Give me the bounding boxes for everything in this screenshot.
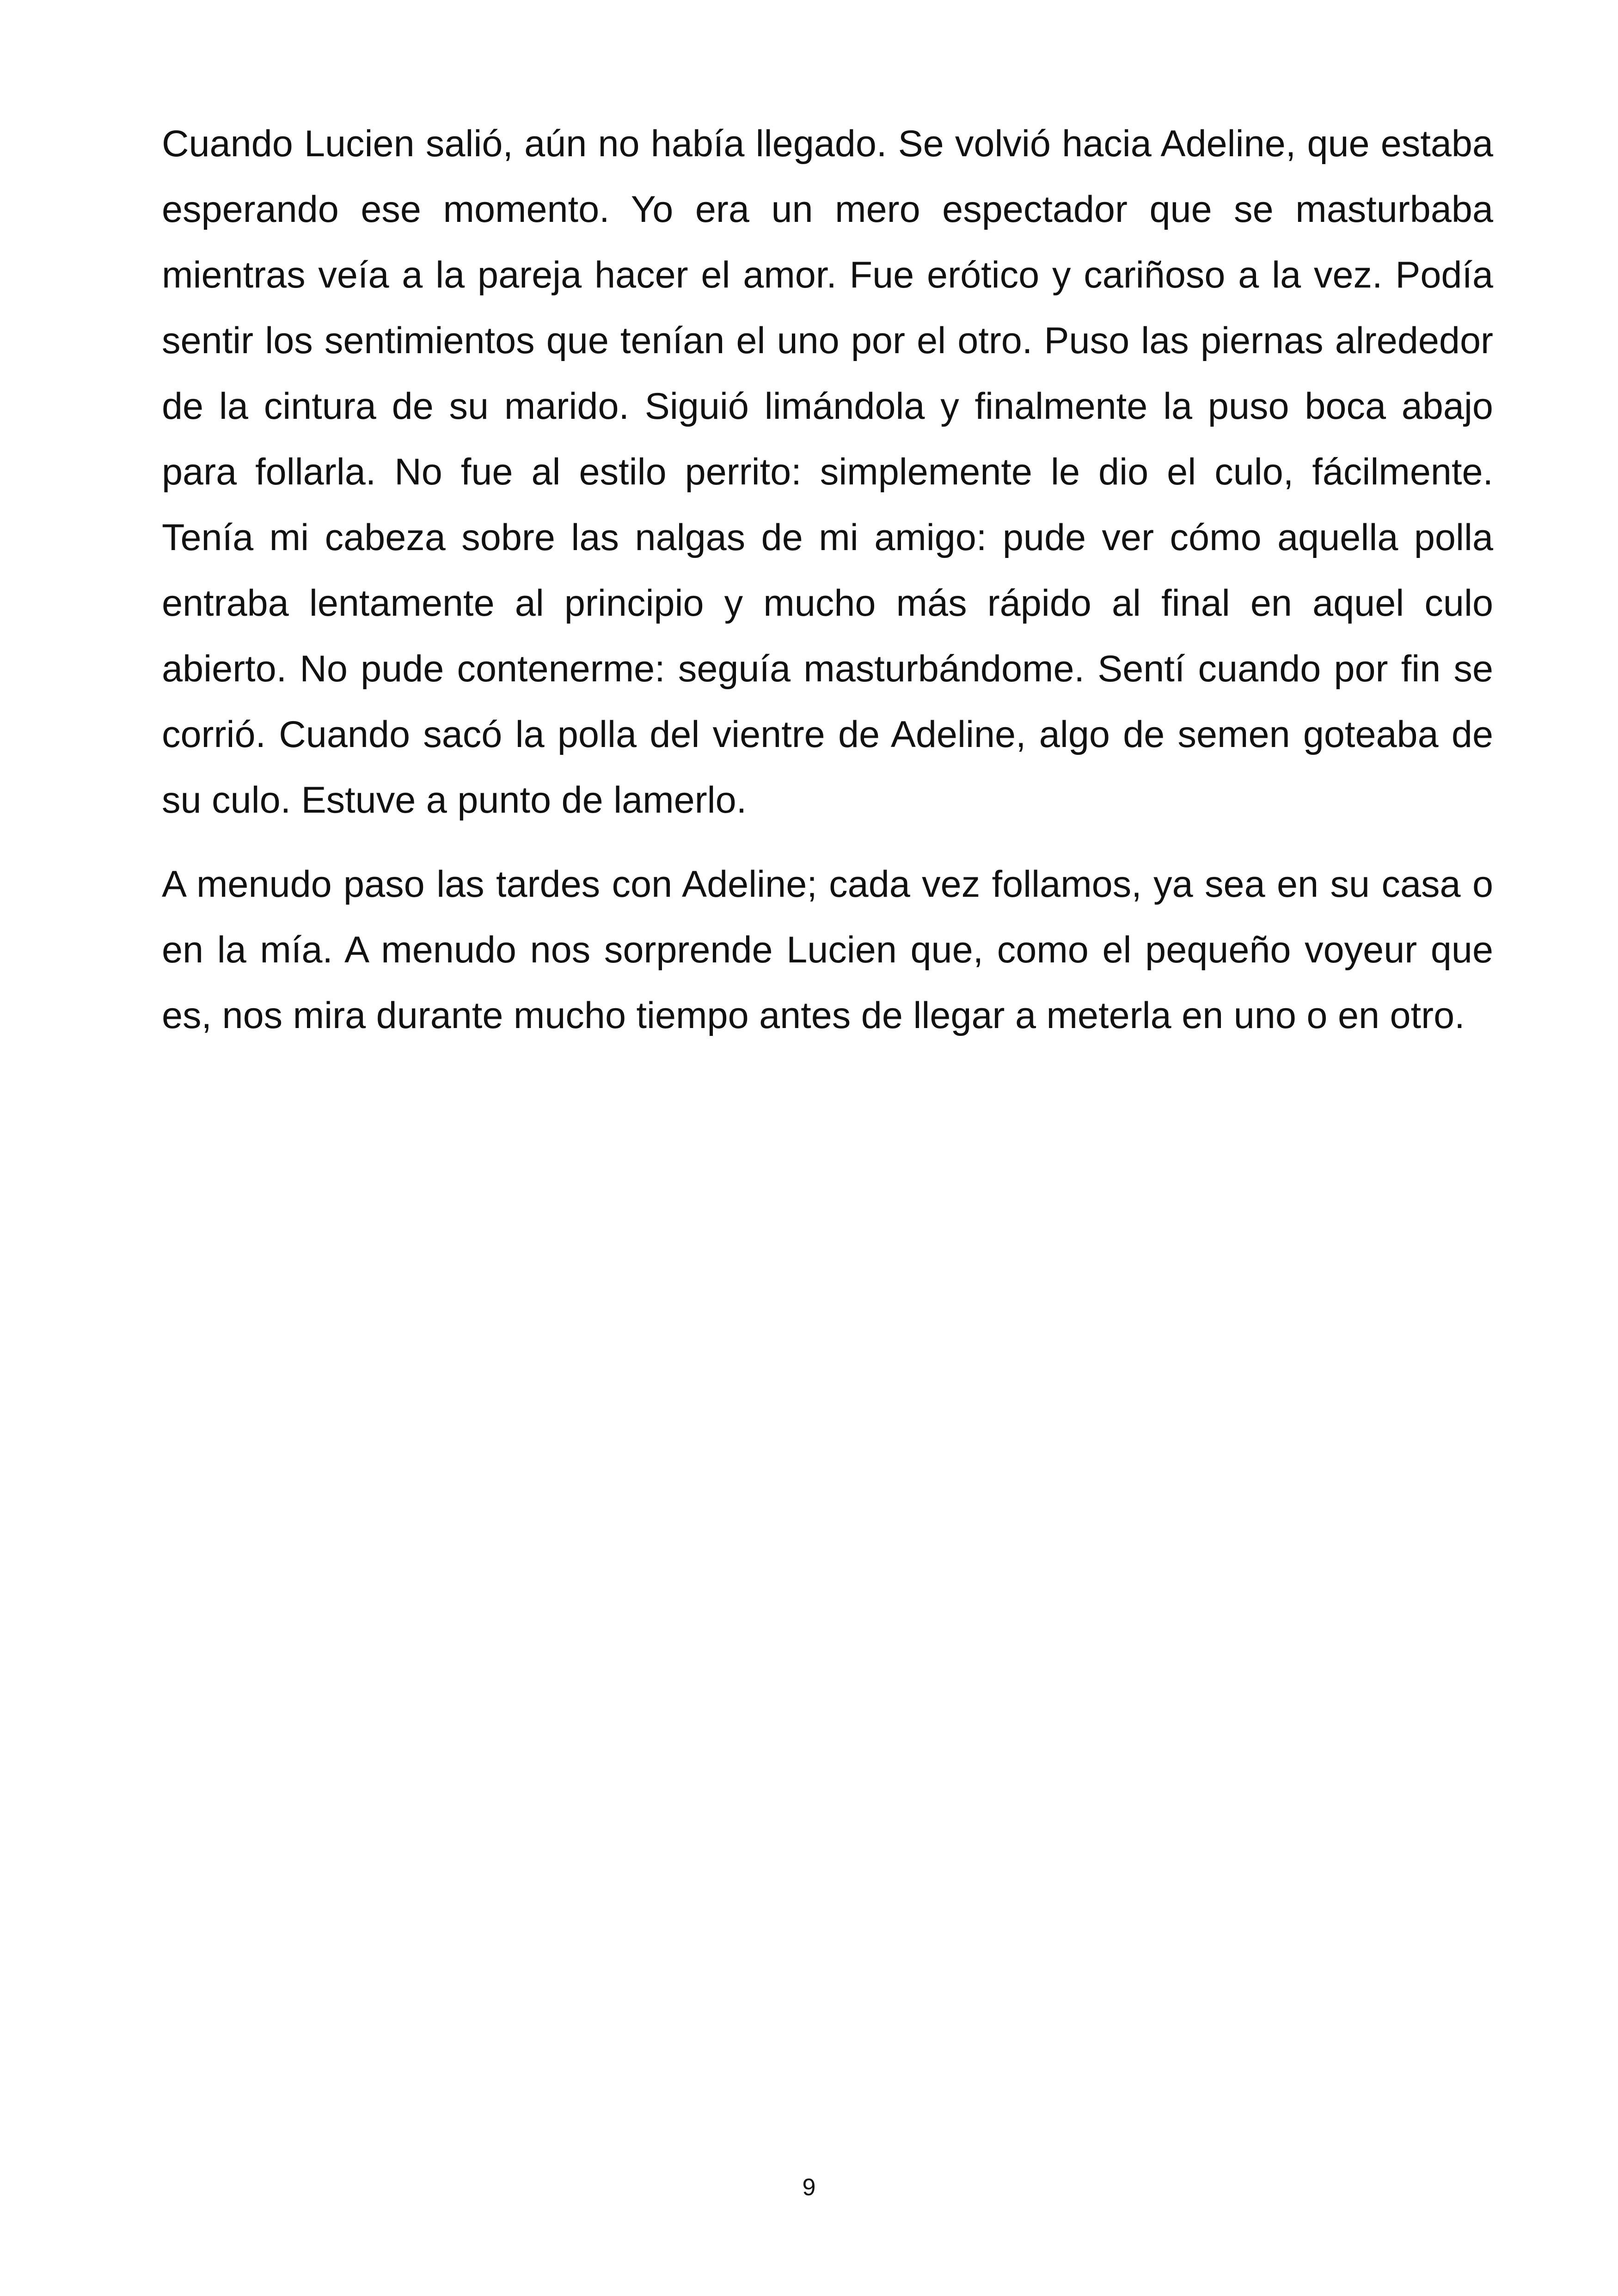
paragraph-1: Cuando Lucien salió, aún no había llegado. Se volvió hacia Adeline, que estaba esperando ese momento. Yo era un mero espectador que se masturbaba mientras veía a la pareja hacer el amor. Fue erótico y cariñoso a la vez. Podía sentir los sentimientos que tenían el uno por el otro. Puso las piernas alrededor de la cintura de su marido. Siguió limándola y finalmente la puso boca abajo para follarla. No fue al estilo perrito: simplemente le dio el culo, fácilmente. Tenía mi cabeza sobre las nalgas de mi amigo: pude ver cómo aquella polla entraba lentamente al principio y mucho más rápido al final en aquel culo abierto. No pude contenerme: seguía masturbándome. Sentí cuando por fin se corrió. Cuando sacó la polla del vientre de Adeline, algo de semen goteaba de su culo. Estuve a punto de lamerlo. bbox=[162, 123, 1493, 821]
paragraph-2: A menudo paso las tardes con Adeline; cada vez follamos, ya sea en su casa o en la mía. A menudo nos sorprende Lucien que, como el pequeño voyeur que es, nos mira durante mucho tiempo antes de llegar a meterla en uno o en otro. bbox=[162, 863, 1493, 1036]
page-number: 9 bbox=[802, 2174, 816, 2201]
body-text bbox=[162, 111, 1493, 1067]
